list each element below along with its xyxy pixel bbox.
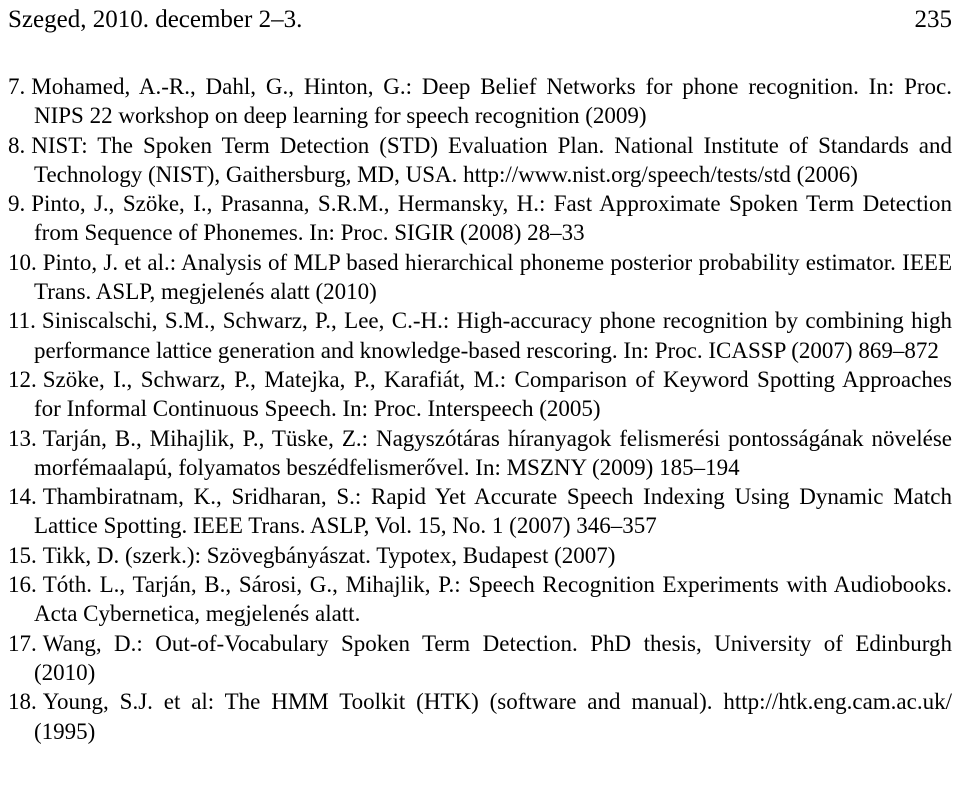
reference-number: 11. xyxy=(8,308,36,334)
reference-number: 14. xyxy=(8,484,37,510)
reference-list xyxy=(8,72,952,746)
reference-item xyxy=(8,365,952,424)
reference-item xyxy=(8,570,952,629)
reference-number: 16. xyxy=(8,572,37,598)
reference-text: Pinto, J., Szöke, I., Prasanna, S.R.M., Hermansky, H.: Fast Approximate Spoken Term Detection from Sequence of Phonemes. In: Proc. SIGIR (2008) 28–33 xyxy=(31,191,952,246)
page-number: 235 xyxy=(914,6,952,33)
reference-item xyxy=(8,72,952,131)
reference-number: 13. xyxy=(8,425,37,451)
reference-item xyxy=(8,541,952,570)
reference-text: Mohamed, A.-R., Dahl, G., Hinton, G.: Deep Belief Networks for phone recognition. In: Proc. NIPS 22 workshop on deep learning for speech recognition (2009) xyxy=(31,74,952,129)
reference-number: 18. xyxy=(8,689,37,715)
reference-number: 9. xyxy=(8,191,26,217)
reference-item xyxy=(8,189,952,248)
reference-item xyxy=(8,424,952,483)
reference-number: 7. xyxy=(8,74,26,99)
reference-text: Pinto, J. et al.: Analysis of MLP based hierarchical phoneme posterior probability estimator. IEEE Trans. ASLP, megjelenés alatt (2010) xyxy=(34,249,952,305)
reference-text: Thambiratnam, K., Sridharan, S.: Rapid Yet Accurate Speech Indexing Using Dynamic Match Lattice Spotting. IEEE Trans. ASLP, Vol. 15, No. 1 (2007) 346–357 xyxy=(34,484,952,539)
reference-number: 12. xyxy=(8,366,37,392)
reference-item xyxy=(8,629,952,688)
reference-text: Tikk, D. (szerk.): Szövegbányászat. Typotex, Budapest (2007) xyxy=(42,542,616,568)
reference-number: 17. xyxy=(8,630,37,656)
reference-text: Young, S.J. et al: The HMM Toolkit (HTK) (software and manual). http://htk.eng.cam.ac.uk/ (1995) xyxy=(34,689,952,744)
reference-text: Wang, D.: Out-of-Vocabulary Spoken Term Detection. PhD thesis, University of Edinburgh (2010) xyxy=(34,630,952,685)
reference-text: Tarján, B., Mihajlik, P., Tüske, Z.: Nagyszótáras híranyagok felismerési pontosságának növelése morfémaalapú, folyamatos beszédfelismerővel. In: MSZNY (2009) 185–194 xyxy=(34,425,952,480)
reference-text: Tóth. L., Tarján, B., Sárosi, G., Mihajlik, P.: Speech Recognition Experiments with Audiobooks. Acta Cybernetica, megjelenés alatt. xyxy=(34,572,952,627)
page-header xyxy=(8,0,952,40)
reference-item xyxy=(8,248,952,307)
reference-item xyxy=(8,687,952,746)
reference-number: 8. xyxy=(8,132,26,158)
reference-text: Szöke, I., Schwarz, P., Matejka, P., Karafiát, M.: Comparison of Keyword Spotting Approaches for Informal Continuous Speech. In: Proc. Interspeech (2005) xyxy=(34,366,952,422)
running-header: Szeged, 2010. december 2–3. xyxy=(8,6,303,33)
reference-text: NIST: The Spoken Term Detection (STD) Evaluation Plan. National Institute of Standards and Technology (NIST), Gaithersburg, MD, USA. http://www.nist.org/speech/tests/std (2006) xyxy=(31,132,952,187)
reference-item xyxy=(8,306,952,365)
reference-number: 10. xyxy=(8,249,37,275)
reference-text: Siniscalschi, S.M., Schwarz, P., Lee, C.-H.: High-accuracy phone recognition by combining high performance lattice generation and knowledge-based rescoring. In: Proc. ICASSP (2007) 869–872 xyxy=(34,308,952,363)
reference-item xyxy=(8,131,952,190)
reference-item xyxy=(8,482,952,541)
reference-number: 15. xyxy=(8,542,37,568)
